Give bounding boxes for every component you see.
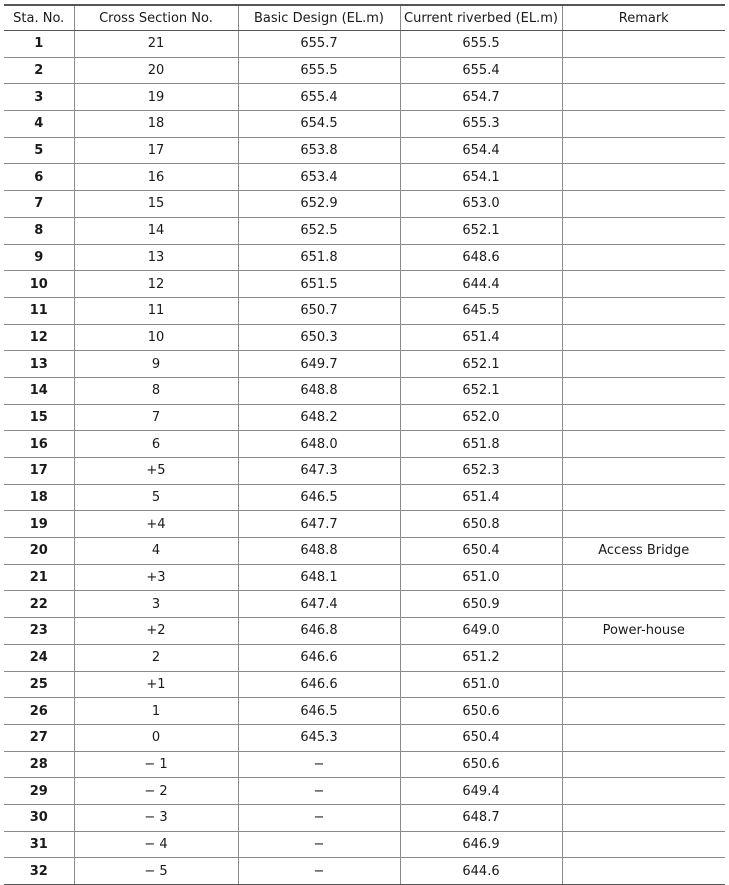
basic-design-cell: − (238, 858, 400, 885)
sta-no-cell: 20 (4, 538, 74, 565)
current-riverbed-cell: 651.0 (400, 671, 562, 698)
header-current-riverbed: Current riverbed (EL.m) (400, 5, 562, 31)
cross-section-cell: 20 (74, 57, 238, 84)
table-row (4, 377, 725, 404)
remark-cell (562, 751, 725, 778)
basic-design-cell: 648.8 (238, 377, 400, 404)
table-row (4, 858, 725, 885)
remark-cell (562, 84, 725, 111)
sta-no-cell: 30 (4, 804, 74, 831)
sta-no-cell: 19 (4, 511, 74, 538)
basic-design-cell: 646.5 (238, 698, 400, 725)
table-row (4, 297, 725, 324)
basic-design-cell: 646.6 (238, 671, 400, 698)
basic-design-cell: 647.7 (238, 511, 400, 538)
cross-section-cell: − 3 (74, 804, 238, 831)
current-riverbed-cell: 654.7 (400, 84, 562, 111)
table-row (4, 31, 725, 58)
sta-no-cell: 10 (4, 271, 74, 298)
remark-cell (562, 404, 725, 431)
remark-cell (562, 671, 725, 698)
table-row (4, 591, 725, 618)
remark-cell (562, 778, 725, 805)
remark-cell (562, 831, 725, 858)
sta-no-cell: 23 (4, 618, 74, 645)
basic-design-cell: 655.4 (238, 84, 400, 111)
sta-no-cell: 32 (4, 858, 74, 885)
remark-cell (562, 591, 725, 618)
cross-section-cell: 19 (74, 84, 238, 111)
basic-design-cell: 654.5 (238, 111, 400, 138)
sta-no-cell: 22 (4, 591, 74, 618)
basic-design-cell: 646.5 (238, 484, 400, 511)
cross-section-cell: 5 (74, 484, 238, 511)
current-riverbed-cell: 651.4 (400, 324, 562, 351)
table-row (4, 404, 725, 431)
cross-section-cell: 12 (74, 271, 238, 298)
remark-cell (562, 351, 725, 378)
remark-cell (562, 511, 725, 538)
basic-design-cell: − (238, 778, 400, 805)
table-row (4, 831, 725, 858)
basic-design-cell: 655.5 (238, 57, 400, 84)
table-row (4, 804, 725, 831)
elevation-table (4, 4, 725, 885)
cross-section-cell: − 2 (74, 778, 238, 805)
current-riverbed-cell: 654.1 (400, 164, 562, 191)
sta-no-cell: 14 (4, 377, 74, 404)
current-riverbed-cell: 651.8 (400, 431, 562, 458)
cross-section-cell: 10 (74, 324, 238, 351)
remark-cell (562, 644, 725, 671)
current-riverbed-cell: 644.4 (400, 271, 562, 298)
basic-design-cell: 653.4 (238, 164, 400, 191)
current-riverbed-cell: 652.3 (400, 458, 562, 485)
basic-design-cell: 650.7 (238, 297, 400, 324)
header-remark: Remark (562, 5, 725, 31)
cross-section-cell: 3 (74, 591, 238, 618)
current-riverbed-cell: 649.4 (400, 778, 562, 805)
current-riverbed-cell: 655.3 (400, 111, 562, 138)
remark-cell (562, 724, 725, 751)
basic-design-cell: 646.8 (238, 618, 400, 645)
basic-design-cell: 648.1 (238, 564, 400, 591)
current-riverbed-cell: 651.2 (400, 644, 562, 671)
basic-design-cell: 646.6 (238, 644, 400, 671)
current-riverbed-cell: 650.8 (400, 511, 562, 538)
current-riverbed-cell: 652.1 (400, 217, 562, 244)
sta-no-cell: 31 (4, 831, 74, 858)
cross-section-cell: +3 (74, 564, 238, 591)
current-riverbed-cell: 650.4 (400, 724, 562, 751)
current-riverbed-cell: 650.9 (400, 591, 562, 618)
cross-section-cell: +4 (74, 511, 238, 538)
basic-design-cell: 645.3 (238, 724, 400, 751)
remark-cell (562, 431, 725, 458)
current-riverbed-cell: 652.1 (400, 377, 562, 404)
remark-cell (562, 271, 725, 298)
cross-section-cell: 6 (74, 431, 238, 458)
remark-cell (562, 31, 725, 58)
sta-no-cell: 15 (4, 404, 74, 431)
cross-section-cell: 1 (74, 698, 238, 725)
current-riverbed-cell: 651.0 (400, 564, 562, 591)
sta-no-cell: 2 (4, 57, 74, 84)
table-row (4, 324, 725, 351)
sta-no-cell: 21 (4, 564, 74, 591)
table-row (4, 751, 725, 778)
cross-section-cell: +1 (74, 671, 238, 698)
sta-no-cell: 12 (4, 324, 74, 351)
table-row (4, 164, 725, 191)
cross-section-cell: 21 (74, 31, 238, 58)
table-row (4, 458, 725, 485)
current-riverbed-cell: 654.4 (400, 137, 562, 164)
remark-cell (562, 564, 725, 591)
cross-section-cell: 4 (74, 538, 238, 565)
table-row (4, 644, 725, 671)
remark-cell: Access Bridge (562, 538, 725, 565)
current-riverbed-cell: 649.0 (400, 618, 562, 645)
table-row (4, 431, 725, 458)
remark-cell (562, 111, 725, 138)
table-row (4, 564, 725, 591)
table-row (4, 111, 725, 138)
cross-section-cell: 16 (74, 164, 238, 191)
table-row (4, 137, 725, 164)
basic-design-cell: 649.7 (238, 351, 400, 378)
table-row (4, 724, 725, 751)
sta-no-cell: 26 (4, 698, 74, 725)
sta-no-cell: 5 (4, 137, 74, 164)
header-basic-design: Basic Design (EL.m) (238, 5, 400, 31)
current-riverbed-cell: 653.0 (400, 191, 562, 218)
table-header (4, 5, 725, 31)
basic-design-cell: 647.3 (238, 458, 400, 485)
basic-design-cell: 648.2 (238, 404, 400, 431)
basic-design-cell: 647.4 (238, 591, 400, 618)
cross-section-cell: 18 (74, 111, 238, 138)
remark-cell (562, 484, 725, 511)
current-riverbed-cell: 650.6 (400, 698, 562, 725)
table-row (4, 351, 725, 378)
basic-design-cell: − (238, 804, 400, 831)
basic-design-cell: 648.8 (238, 538, 400, 565)
sta-no-cell: 25 (4, 671, 74, 698)
sta-no-cell: 13 (4, 351, 74, 378)
remark-cell (562, 57, 725, 84)
cross-section-cell: 7 (74, 404, 238, 431)
current-riverbed-cell: 650.6 (400, 751, 562, 778)
cross-section-cell: 9 (74, 351, 238, 378)
current-riverbed-cell: 644.6 (400, 858, 562, 885)
sta-no-cell: 7 (4, 191, 74, 218)
current-riverbed-cell: 648.7 (400, 804, 562, 831)
cross-section-cell: 0 (74, 724, 238, 751)
remark-cell (562, 244, 725, 271)
remark-cell (562, 164, 725, 191)
sta-no-cell: 8 (4, 217, 74, 244)
remark-cell (562, 698, 725, 725)
sta-no-cell: 17 (4, 458, 74, 485)
sta-no-cell: 28 (4, 751, 74, 778)
remark-cell (562, 324, 725, 351)
basic-design-cell: 650.3 (238, 324, 400, 351)
table-row (4, 57, 725, 84)
cross-section-cell: 8 (74, 377, 238, 404)
remark-cell (562, 297, 725, 324)
sta-no-cell: 29 (4, 778, 74, 805)
sta-no-cell: 24 (4, 644, 74, 671)
basic-design-cell: − (238, 831, 400, 858)
remark-cell (562, 377, 725, 404)
sta-no-cell: 16 (4, 431, 74, 458)
remark-cell (562, 191, 725, 218)
basic-design-cell: 651.8 (238, 244, 400, 271)
sta-no-cell: 18 (4, 484, 74, 511)
basic-design-cell: 648.0 (238, 431, 400, 458)
remark-cell (562, 458, 725, 485)
remark-cell (562, 804, 725, 831)
current-riverbed-cell: 652.0 (400, 404, 562, 431)
cross-section-cell: 14 (74, 217, 238, 244)
table-row (4, 217, 725, 244)
sta-no-cell: 11 (4, 297, 74, 324)
current-riverbed-cell: 655.5 (400, 31, 562, 58)
header-row (4, 5, 725, 31)
current-riverbed-cell: 651.4 (400, 484, 562, 511)
remark-cell (562, 217, 725, 244)
cross-section-cell: − 1 (74, 751, 238, 778)
cross-section-cell: 15 (74, 191, 238, 218)
basic-design-cell: 653.8 (238, 137, 400, 164)
table-row (4, 271, 725, 298)
sta-no-cell: 4 (4, 111, 74, 138)
current-riverbed-cell: 646.9 (400, 831, 562, 858)
sta-no-cell: 9 (4, 244, 74, 271)
cross-section-cell: 11 (74, 297, 238, 324)
basic-design-cell: 655.7 (238, 31, 400, 58)
table-row (4, 191, 725, 218)
basic-design-cell: − (238, 751, 400, 778)
cross-section-cell: − 5 (74, 858, 238, 885)
header-cross-section-no: Cross Section No. (74, 5, 238, 31)
cross-section-cell: − 4 (74, 831, 238, 858)
table-row (4, 484, 725, 511)
current-riverbed-cell: 645.5 (400, 297, 562, 324)
current-riverbed-cell: 655.4 (400, 57, 562, 84)
cross-section-cell: +5 (74, 458, 238, 485)
basic-design-cell: 652.5 (238, 217, 400, 244)
table-row (4, 538, 725, 565)
sta-no-cell: 1 (4, 31, 74, 58)
table-row (4, 511, 725, 538)
table-row (4, 671, 725, 698)
table-row (4, 84, 725, 111)
remark-cell: Power-house (562, 618, 725, 645)
current-riverbed-cell: 652.1 (400, 351, 562, 378)
table-row (4, 778, 725, 805)
current-riverbed-cell: 650.4 (400, 538, 562, 565)
basic-design-cell: 651.5 (238, 271, 400, 298)
cross-section-cell: +2 (74, 618, 238, 645)
table-row (4, 698, 725, 725)
table-row (4, 618, 725, 645)
cross-section-cell: 13 (74, 244, 238, 271)
table-row (4, 244, 725, 271)
table-body (4, 31, 725, 885)
remark-cell (562, 858, 725, 885)
basic-design-cell: 652.9 (238, 191, 400, 218)
header-sta-no: Sta. No. (4, 5, 74, 31)
sta-no-cell: 6 (4, 164, 74, 191)
current-riverbed-cell: 648.6 (400, 244, 562, 271)
sta-no-cell: 3 (4, 84, 74, 111)
cross-section-cell: 17 (74, 137, 238, 164)
cross-section-cell: 2 (74, 644, 238, 671)
remark-cell (562, 137, 725, 164)
sta-no-cell: 27 (4, 724, 74, 751)
